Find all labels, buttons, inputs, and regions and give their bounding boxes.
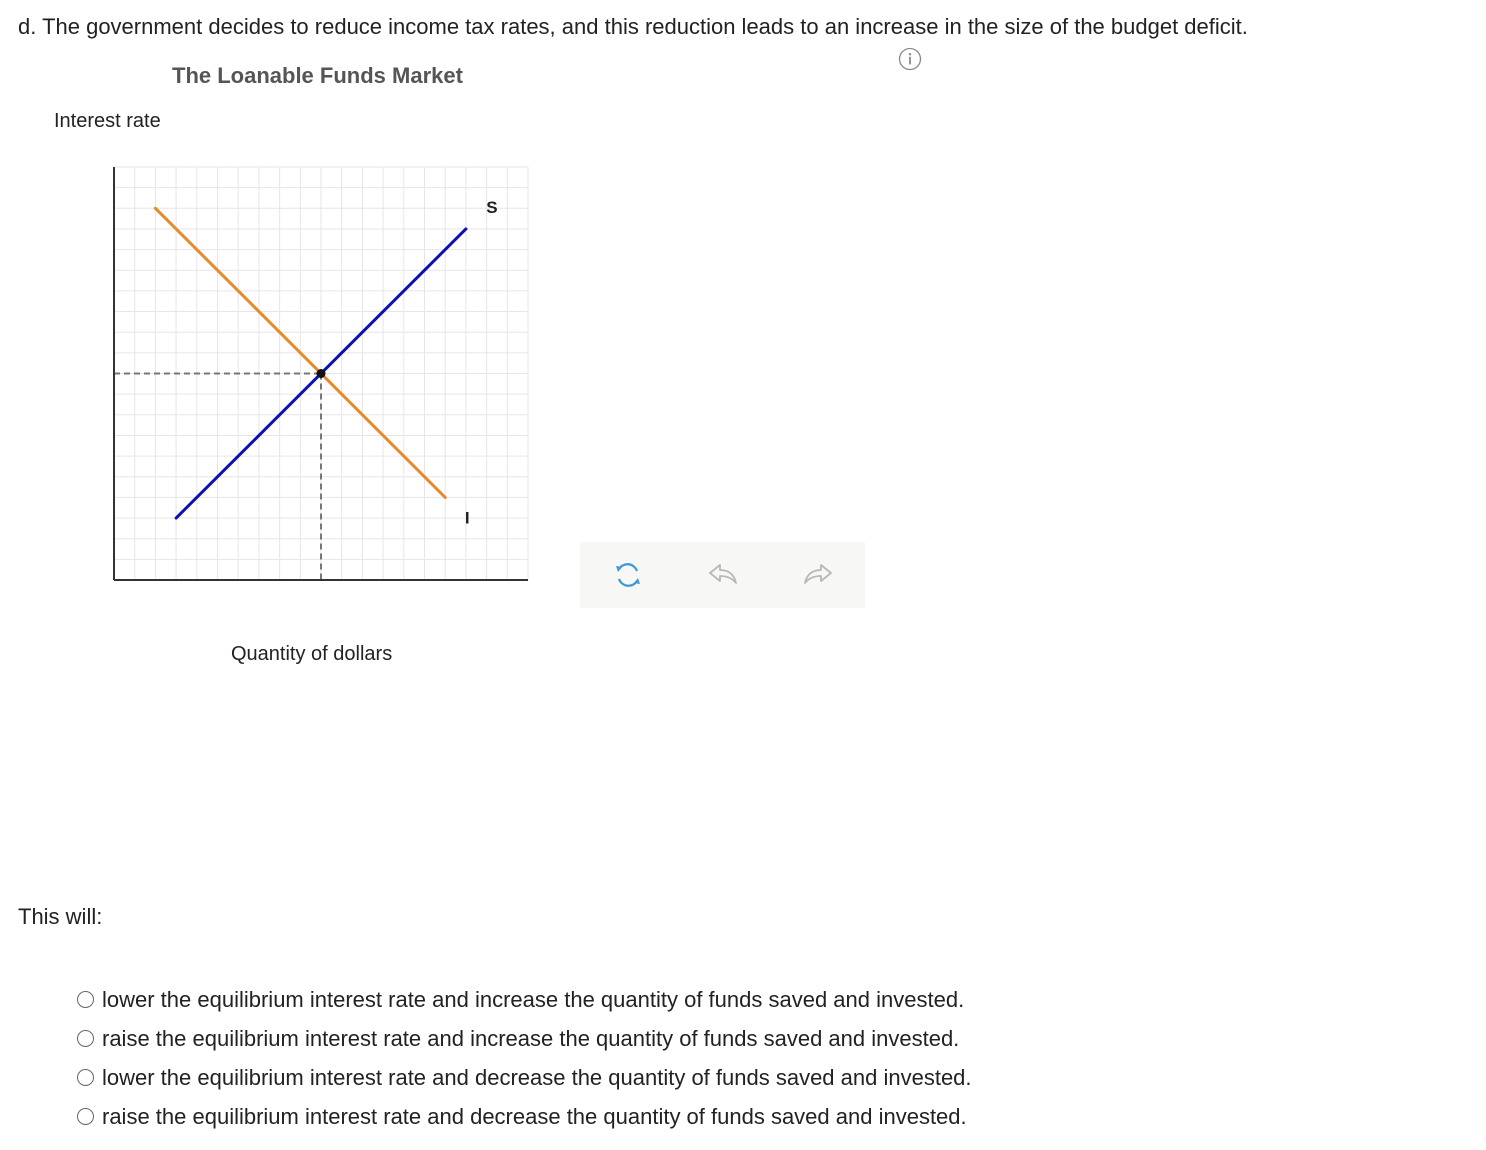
option-lower-increase[interactable] — [77, 980, 972, 1019]
radio-button[interactable] — [77, 1030, 94, 1047]
series[interactable] — [155, 208, 466, 518]
undo-icon[interactable] — [706, 558, 740, 592]
radio-button[interactable] — [77, 1069, 94, 1086]
info-icon[interactable] — [898, 47, 922, 71]
s-curve-label: S — [486, 197, 498, 217]
option-text: lower the equilibrium interest rate and decrease the quantity of funds saved and invested. — [102, 1064, 972, 1090]
reset-icon[interactable] — [611, 558, 645, 592]
equilibrium-point[interactable] — [317, 369, 326, 378]
answer-options — [77, 980, 972, 1136]
question-text: d. The government decides to reduce income tax rates, and this reduction leads to an increase in the size of the budget deficit. — [18, 14, 1248, 39]
option-raise-decrease[interactable] — [77, 1097, 972, 1136]
i-curve-label: I — [464, 508, 470, 528]
option-raise-increase[interactable] — [77, 1019, 972, 1058]
graph-toolbar — [580, 542, 865, 608]
y-axis-label: Interest rate — [54, 110, 161, 132]
x-axis-label: Quantity of dollars — [231, 643, 393, 665]
series-labels — [465, 198, 498, 527]
option-text: raise the equilibrium interest rate and decrease the quantity of funds saved and invested. — [102, 1103, 967, 1129]
radio-button[interactable] — [77, 1108, 94, 1125]
loanable-funds-graph[interactable] — [0, 0, 560, 600]
option-text: raise the equilibrium interest rate and increase the quantity of funds saved and invested. — [102, 1025, 960, 1051]
chart-title: The Loanable Funds Market — [172, 63, 463, 88]
radio-button[interactable] — [77, 991, 94, 1008]
answer-prompt: This will: — [18, 904, 103, 929]
redo-icon[interactable] — [801, 558, 835, 592]
option-text: lower the equilibrium interest rate and increase the quantity of funds saved and invested. — [102, 986, 965, 1012]
option-lower-decrease[interactable] — [77, 1058, 972, 1097]
